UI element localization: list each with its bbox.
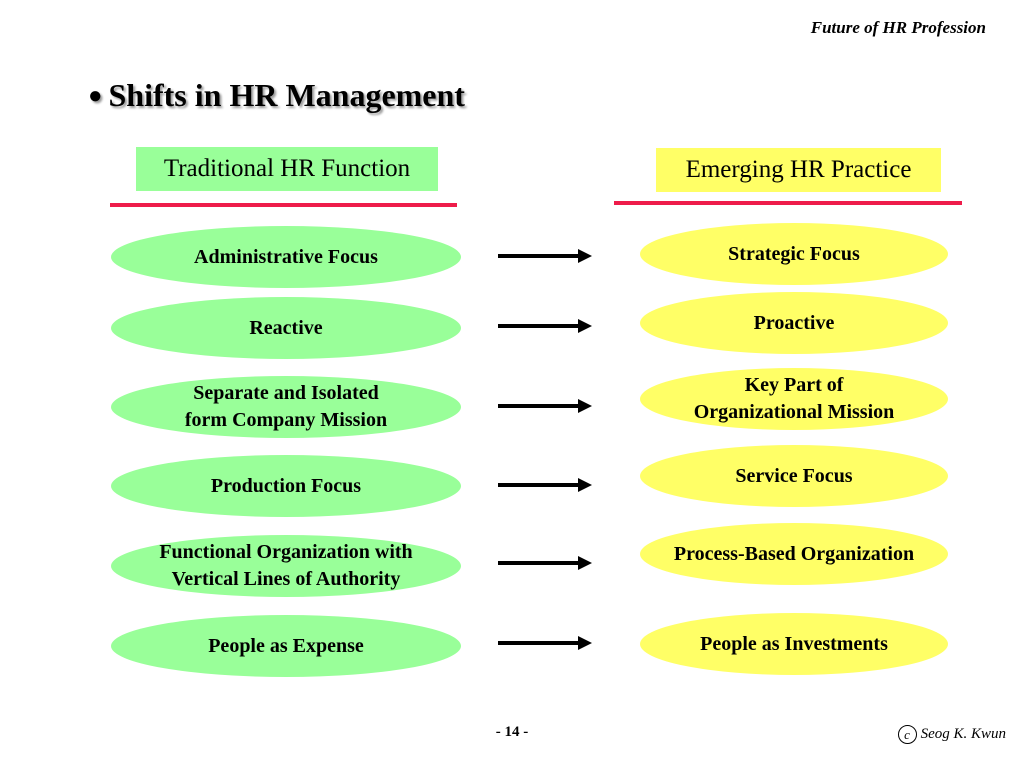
traditional-item-label: Administrative Focus [194,245,378,268]
copyright [898,725,1006,744]
traditional-item-label: Separate and Isolated form Company Mission [184,382,388,431]
traditional-item-label: Reactive [249,316,323,339]
emerging-item-2 [640,292,948,354]
emerging-item-4 [640,445,948,507]
emerging-item-1 [640,223,948,285]
emerging-item-3 [640,368,948,430]
shift-arrow-4 [498,478,592,492]
slide-title-text: Shifts in HR Management [108,77,465,113]
traditional-divider [110,203,457,207]
traditional-item-2 [111,297,461,359]
emerging-item-label: Process-Based Organization [673,542,915,565]
emerging-item-label: Strategic Focus [728,242,860,265]
copyright-icon: c [898,725,917,744]
emerging-item-label: Key Part of Organizational Mission [693,374,895,423]
emerging-item-5 [640,523,948,585]
emerging-item-label: People as Investments [700,632,888,655]
page-number: - 14 - [495,724,529,740]
shift-arrow-2 [498,319,592,333]
traditional-item-label: People as Expense [208,634,364,657]
shift-arrow-1 [498,249,592,263]
shift-arrow-6 [498,636,592,650]
emerging-divider [614,201,962,205]
traditional-item-label: Production Focus [210,474,362,497]
traditional-item-4 [111,455,461,517]
bullet-icon: ● [88,83,103,109]
emerging-item-6 [640,613,948,675]
traditional-item-6 [111,615,461,677]
traditional-item-5 [111,535,461,597]
traditional-item-3 [111,376,461,438]
shift-arrow-5 [498,556,592,570]
traditional-item-label: Functional Organization with Vertical Lines of Authority [159,541,413,590]
author-name: Seog K. Kwun [920,726,1006,742]
header-title: Future of HR Profession [810,18,986,37]
traditional-column-header: Traditional HR Function [136,147,438,191]
shift-arrow-3 [498,399,592,413]
slide-title [88,77,465,114]
traditional-item-1 [111,226,461,288]
emerging-item-label: Service Focus [735,464,853,487]
emerging-item-label: Proactive [753,311,835,334]
emerging-column-header: Emerging HR Practice [656,148,941,192]
